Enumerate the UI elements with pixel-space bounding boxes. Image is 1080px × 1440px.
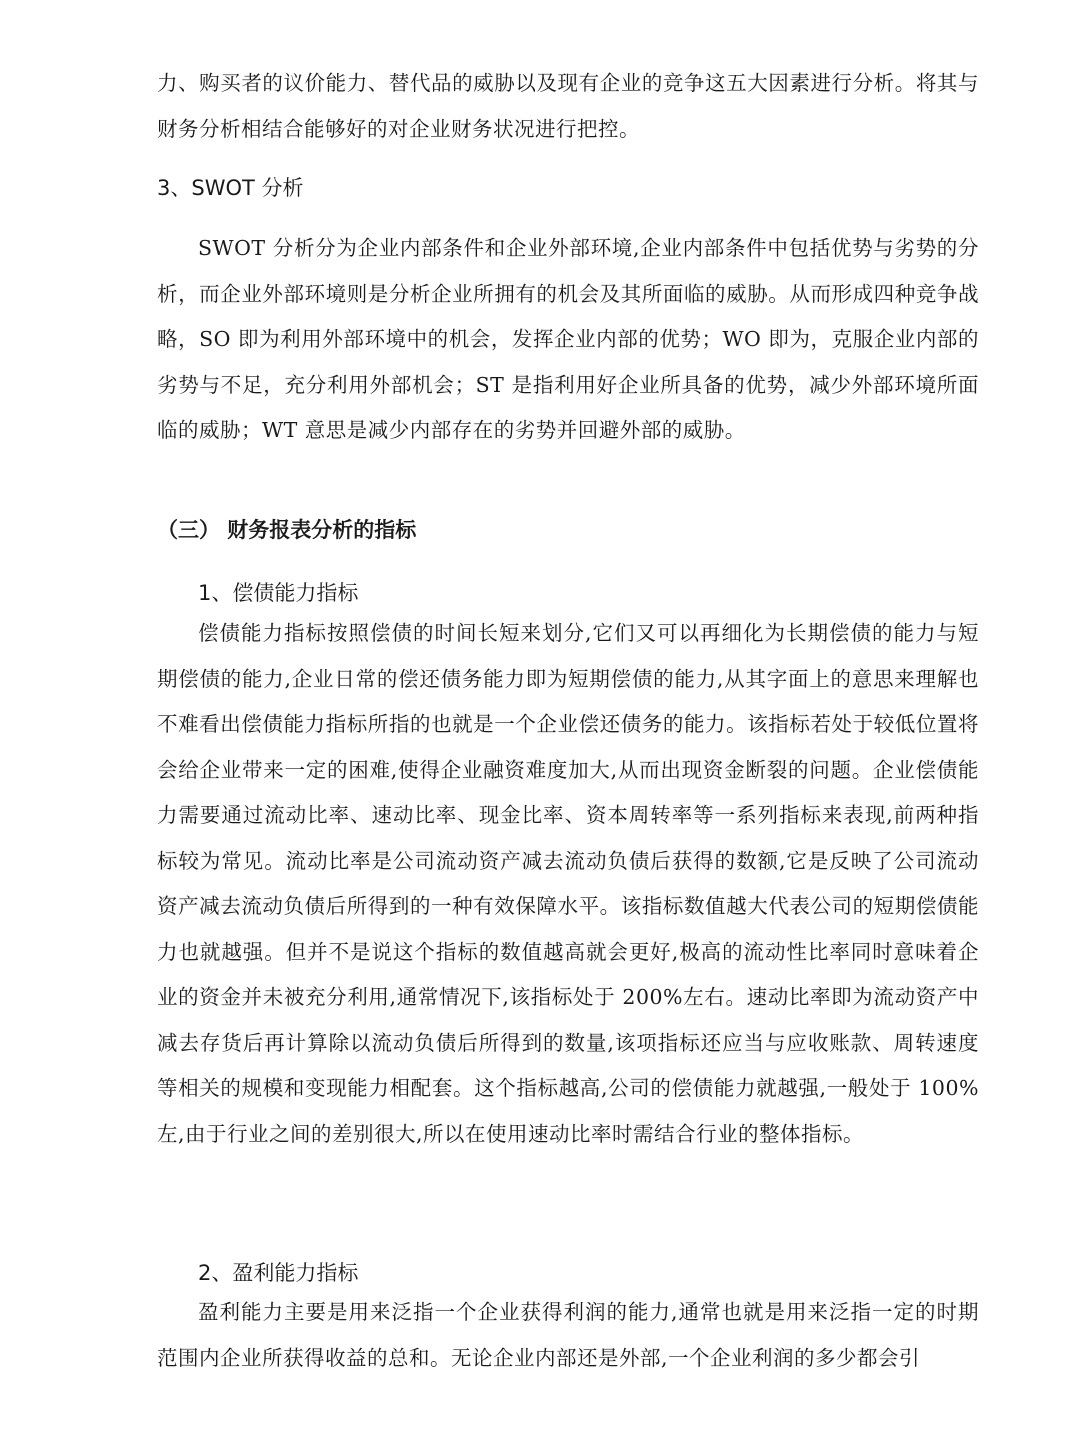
solvency-heading: 1、偿债能力指标 [198, 581, 359, 605]
swot-paragraph: SWOT 分析分为企业内部条件和企业外部环境,企业内部条件中包括优势与劣势的分析，而企业外部环境则是分析企业所拥有的机会及其所面临的威胁。从而形成四种竞争战略，SO 即为利用外部环境中的机会，发挥企业内部的优势；WO 即为，克服企业内部的劣势与不足，充分利用外部机会；ST 是指利用好企业所具备的优势，减少外部环境所面临的威胁；WT 意思是减少内部存在的劣势并回避外部的威胁。 [157, 236, 979, 442]
intro-paragraph: 力、购买者的议价能力、替代品的威胁以及现有企业的竞争这五大因素进行分析。将其与财务分析相结合能够好的对企业财务状况进行把控。 [157, 71, 979, 141]
section-three-heading: （三） 财务报表分析的指标 [157, 518, 417, 542]
profitability-paragraph: 盈利能力主要是用来泛指一个企业获得利润的能力,通常也就是用来泛指一定的时期范围内企业所获得收益的总和。无论企业内部还是外部,一个企业利润的多少都会引 [157, 1300, 979, 1370]
solvency-paragraph: 偿债能力指标按照偿债的时间长短来划分,它们又可以再细化为长期偿债的能力与短期偿债的能力,企业日常的偿还债务能力即为短期偿债的能力,从其字面上的意思来理解也不难看出偿债能力指标所指的也就是一个企业偿还债务的能力。该指标若处于较低位置将会给企业带来一定的困难,使得企业融资难度加大,从而出现资金断裂的问题。企业偿债能力需要通过流动比率、速动比率、现金比率、资本周转率等一系列指标来表现,前两种指标较为常见。流动比率是公司流动资产减去流动负债后获得的数额,它是反映了公司流动资产减去流动负债后所得到的一种有效保障水平。该指标数值越大代表公司的短期偿债能力也就越强。但并不是说这个指标的数值越高就会更好,极高的流动性比率同时意味着企业的资金并未被充分利用,通常情况下,该指标处于 200%左右。速动比率即为流动资产中减去存货后再计算除以流动负债后所得到的数量,该项指标还应当与应收账款、周转速度等相关的规模和变现能力相配套。这个指标越高,公司的偿债能力就越强,一般处于 100%左,由于行业之间的差别很大,所以在使用速动比率时需结合行业的整体指标。 [157, 621, 979, 1146]
profitability-heading: 2、盈利能力指标 [198, 1261, 359, 1285]
swot-heading: 3、SWOT 分析 [157, 176, 304, 200]
